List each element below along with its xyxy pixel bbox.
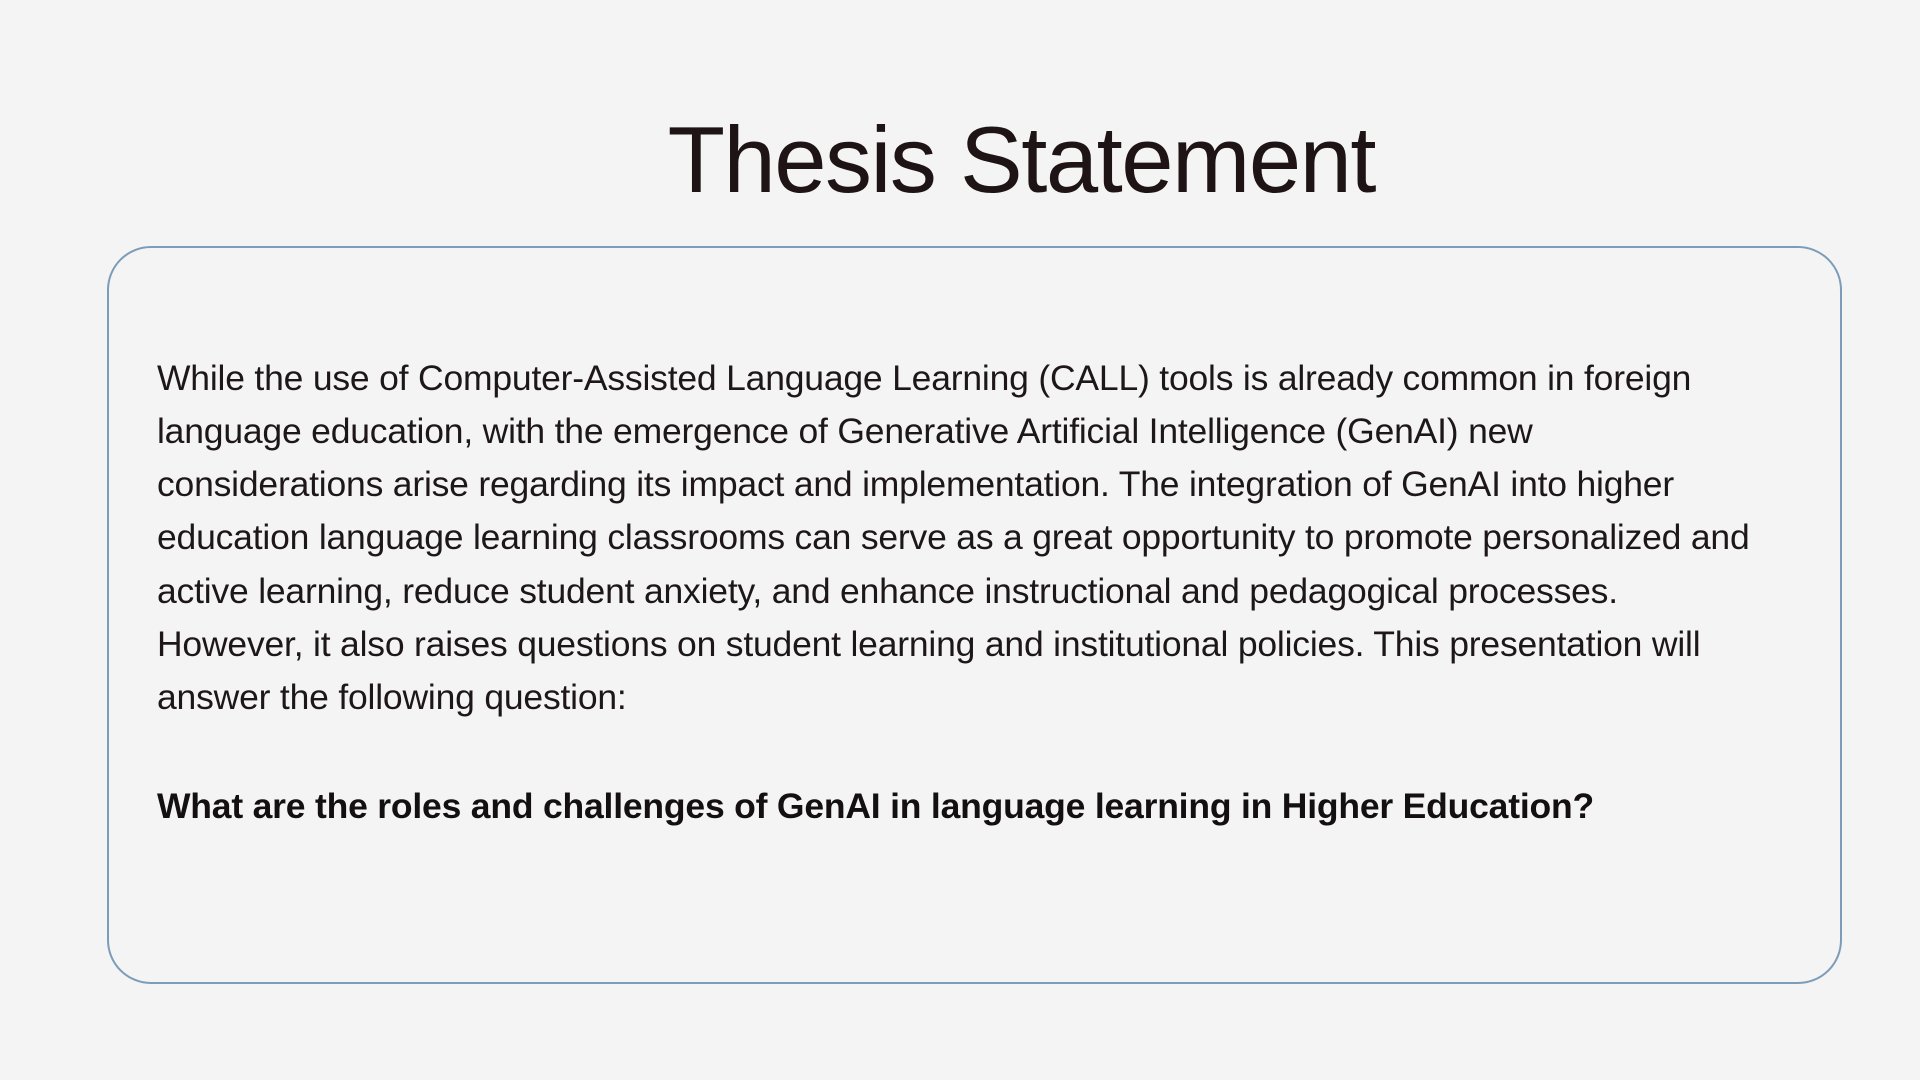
research-question: What are the roles and challenges of GenAI in language learning in Higher Education?: [157, 786, 1594, 827]
thesis-statement-card: [107, 246, 1842, 984]
page-title: Thesis Statement: [667, 106, 1375, 212]
thesis-paragraph: While the use of Computer-Assisted Language Learning (CALL) tools is already common in foreign language education, with the emergence of Generative Artificial Intelligence (GenAI) new considerations arise regarding its impact and implementation. The integration of GenAI into higher education language learning classrooms can serve as a great opportunity to promote personalized and active learning, reduce student anxiety, and enhance instructional and pedagogical processes. However, it also raises questions on student learning and institutional policies. This presentation will answer the following question:: [157, 357, 1750, 717]
